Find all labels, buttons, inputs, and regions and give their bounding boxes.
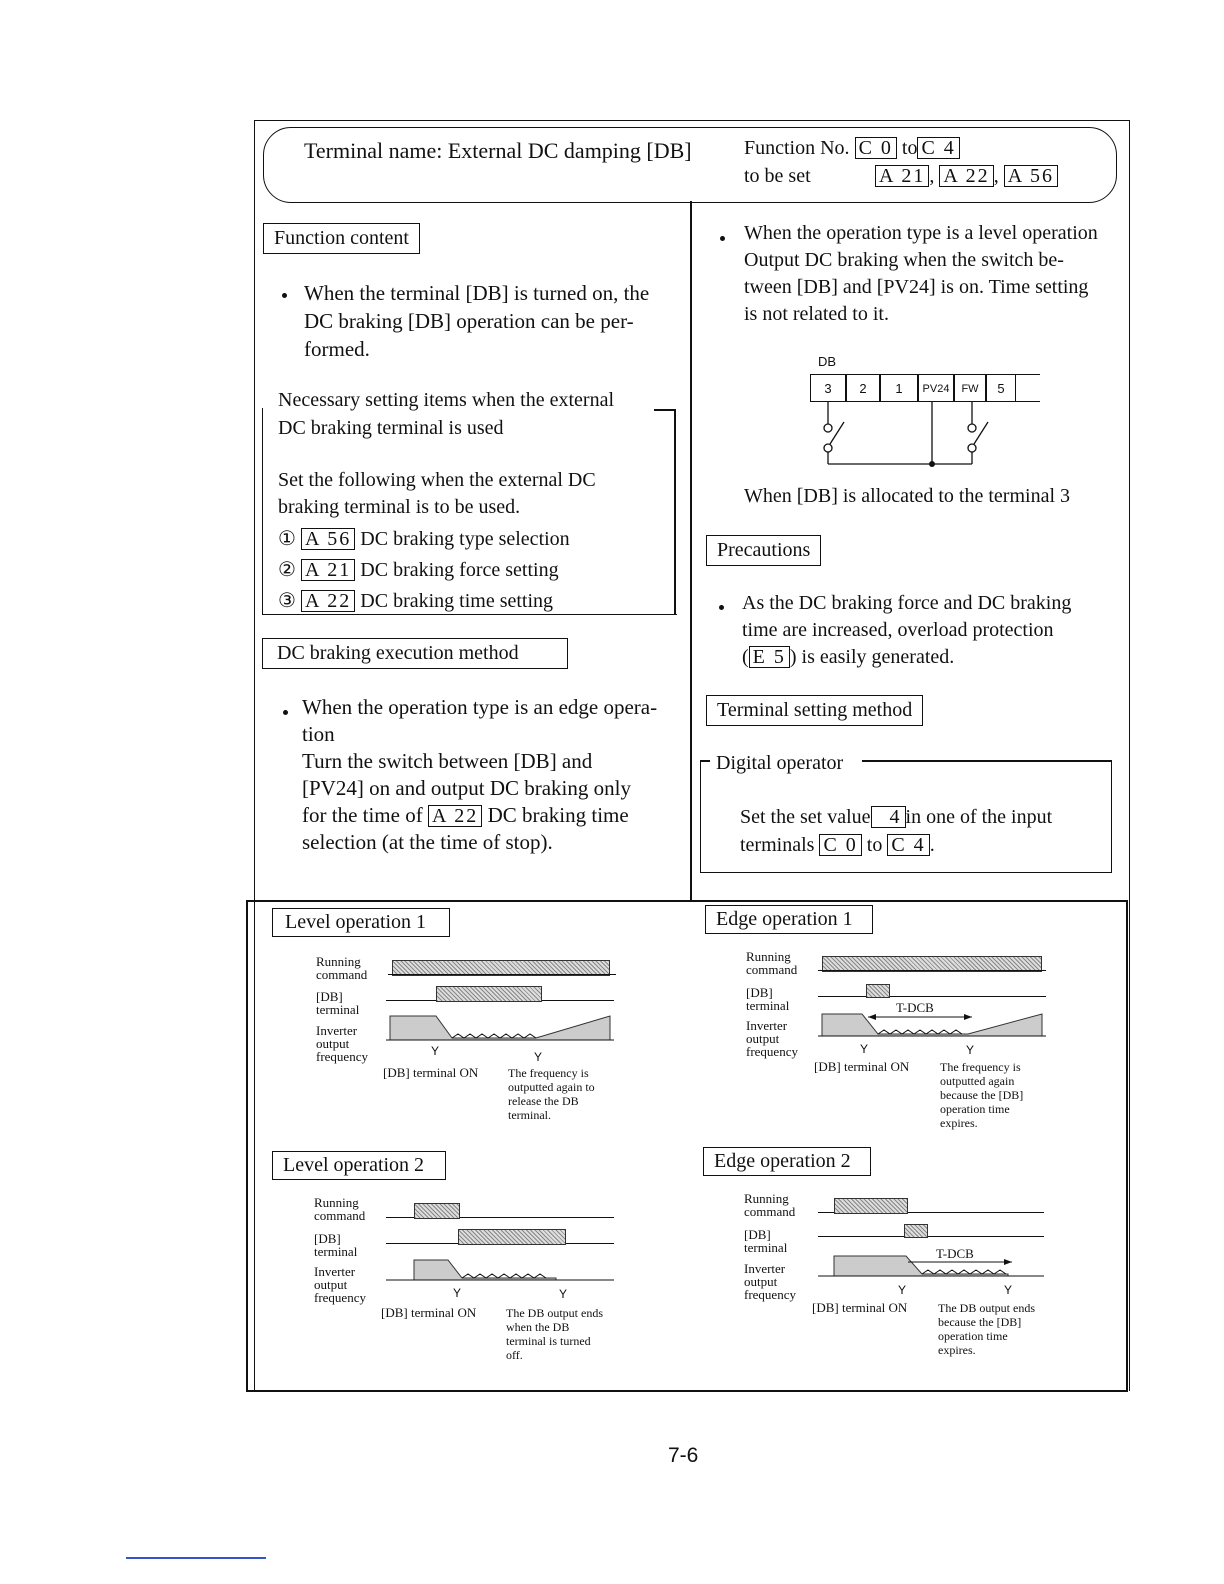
running-label: Running command: [316, 954, 368, 982]
inverter-output-waveform: [386, 1012, 616, 1046]
function-no-row: [744, 135, 960, 162]
edge-operation-2-title: Edge operation 2: [703, 1147, 871, 1176]
edge-operation-1-title: Edge operation 1: [705, 905, 873, 934]
terminal-pin: 2: [846, 374, 880, 402]
necessary-title: Necessary setting items when the external DC braking terminal is used: [278, 389, 614, 439]
switch-wiring: [800, 400, 1000, 472]
function-content-title: Function content: [263, 223, 420, 254]
function-no-label: Function No.: [744, 137, 850, 159]
running-label: Running command: [746, 949, 798, 977]
terminal-pin: 3: [810, 374, 846, 402]
db-terminal-label: [DB] terminal: [746, 985, 790, 1013]
level-2-caption: The DB output ends when the DB terminal is turned off.: [506, 1306, 603, 1362]
inverter-label: Inverter output frequency: [316, 1023, 368, 1064]
function-content-text: When the terminal [DB] is turned on, the DC braking [DB] operation can be per- formed.: [304, 281, 650, 361]
function-code-to: C 4: [917, 137, 959, 159]
page-number: 7-6: [668, 1444, 699, 1467]
necessary-item: ③ A 22 DC braking time setting: [278, 590, 554, 612]
db-terminal-label: [DB] terminal: [314, 1231, 358, 1259]
terminal-method-title: Terminal setting method: [706, 695, 923, 726]
necessary-items: [278, 524, 570, 617]
level-operation-2-title: Level operation 2: [272, 1151, 446, 1180]
tdcb-label: T-DCB: [936, 1246, 974, 1261]
running-label: Running command: [744, 1191, 796, 1219]
db-terminal-label: [DB] terminal: [316, 989, 360, 1017]
function-to-word: to: [901, 137, 918, 159]
set-code-3: A 56: [1004, 165, 1058, 187]
db-on-caption: [DB] terminal ON: [814, 1059, 910, 1074]
db-terminal-label: [DB] terminal: [744, 1227, 788, 1255]
necessary-item: ① A 56 DC braking type selection: [278, 528, 570, 550]
terminal-pin: 1: [880, 374, 918, 402]
running-signal: [414, 1203, 460, 1219]
edge-1-caption: The frequency is outputted again because the [DB] operation time expires.: [940, 1060, 1024, 1130]
precautions-text: As the DC braking force and DC braking time are increased, overload protection ( E 5 ) is easily generated.: [742, 592, 1072, 668]
function-code-from: C 0: [855, 137, 897, 159]
inverter-output-waveform: [386, 1254, 616, 1288]
inverter-output-waveform: [818, 1250, 1048, 1284]
to-be-set-row: to be set A 21 , A 22 , A 56: [744, 163, 1058, 190]
db-signal: [458, 1229, 566, 1245]
db-on-caption: [DB] terminal ON: [381, 1305, 477, 1320]
execution-title: DC braking execution method: [262, 638, 568, 669]
set-code-1: A 21: [875, 165, 929, 187]
level-note-text: When the operation type is a level operation Output DC braking when the switch be- tween [DB] and [PV24] is on. Time setting is not related to it.: [744, 222, 1098, 325]
to-be-set-label: to be set: [744, 165, 811, 187]
terminal-diagram-caption: When [DB] is allocated to the terminal 3: [744, 485, 1071, 507]
tdcb-label: T-DCB: [896, 1000, 934, 1015]
terminal-method-text: Set the set value 4 in one of the input terminals C 0 to C 4 .: [740, 806, 1053, 856]
db-label: DB: [818, 354, 837, 369]
inverter-label: Inverter output frequency: [744, 1261, 796, 1302]
db-signal: [436, 986, 542, 1002]
execution-text: When the operation type is an edge opera- tion Turn the switch between [DB] and [PV24] on and output DC braking only for the time of A 22 DC braking time selection (at the time of stop).: [302, 695, 658, 854]
level-operation-1-title: Level operation 1: [272, 908, 450, 937]
db-on-caption: [DB] terminal ON: [812, 1300, 908, 1315]
db-on-caption: [DB] terminal ON: [383, 1065, 479, 1080]
terminal-name: Terminal name: External DC damping [DB]: [304, 138, 692, 163]
inverter-output-waveform: [818, 1008, 1048, 1042]
level-1-caption: The frequency is outputted again to release the DB terminal.: [508, 1066, 595, 1122]
running-label: Running command: [314, 1195, 366, 1223]
running-signal: [834, 1198, 908, 1214]
terminal-pin: FW: [954, 374, 986, 402]
precautions-title: Precautions: [706, 535, 821, 566]
db-signal: [904, 1224, 928, 1238]
necessary-item: ② A 21 DC braking force setting: [278, 559, 559, 581]
inverter-label: Inverter output frequency: [314, 1264, 366, 1305]
terminal-pin: 5: [986, 374, 1016, 402]
necessary-intro: Set the following when the external DC braking terminal is to be used.: [278, 469, 596, 518]
digital-operator-label: Digital operator: [716, 752, 844, 774]
inverter-label: Inverter output frequency: [746, 1018, 798, 1059]
terminal-pin: PV24: [918, 374, 954, 402]
set-code-2: A 22: [939, 165, 993, 187]
edge-2-caption: The DB output ends because the [DB] operation time expires.: [938, 1301, 1035, 1357]
db-signal: [866, 984, 890, 998]
